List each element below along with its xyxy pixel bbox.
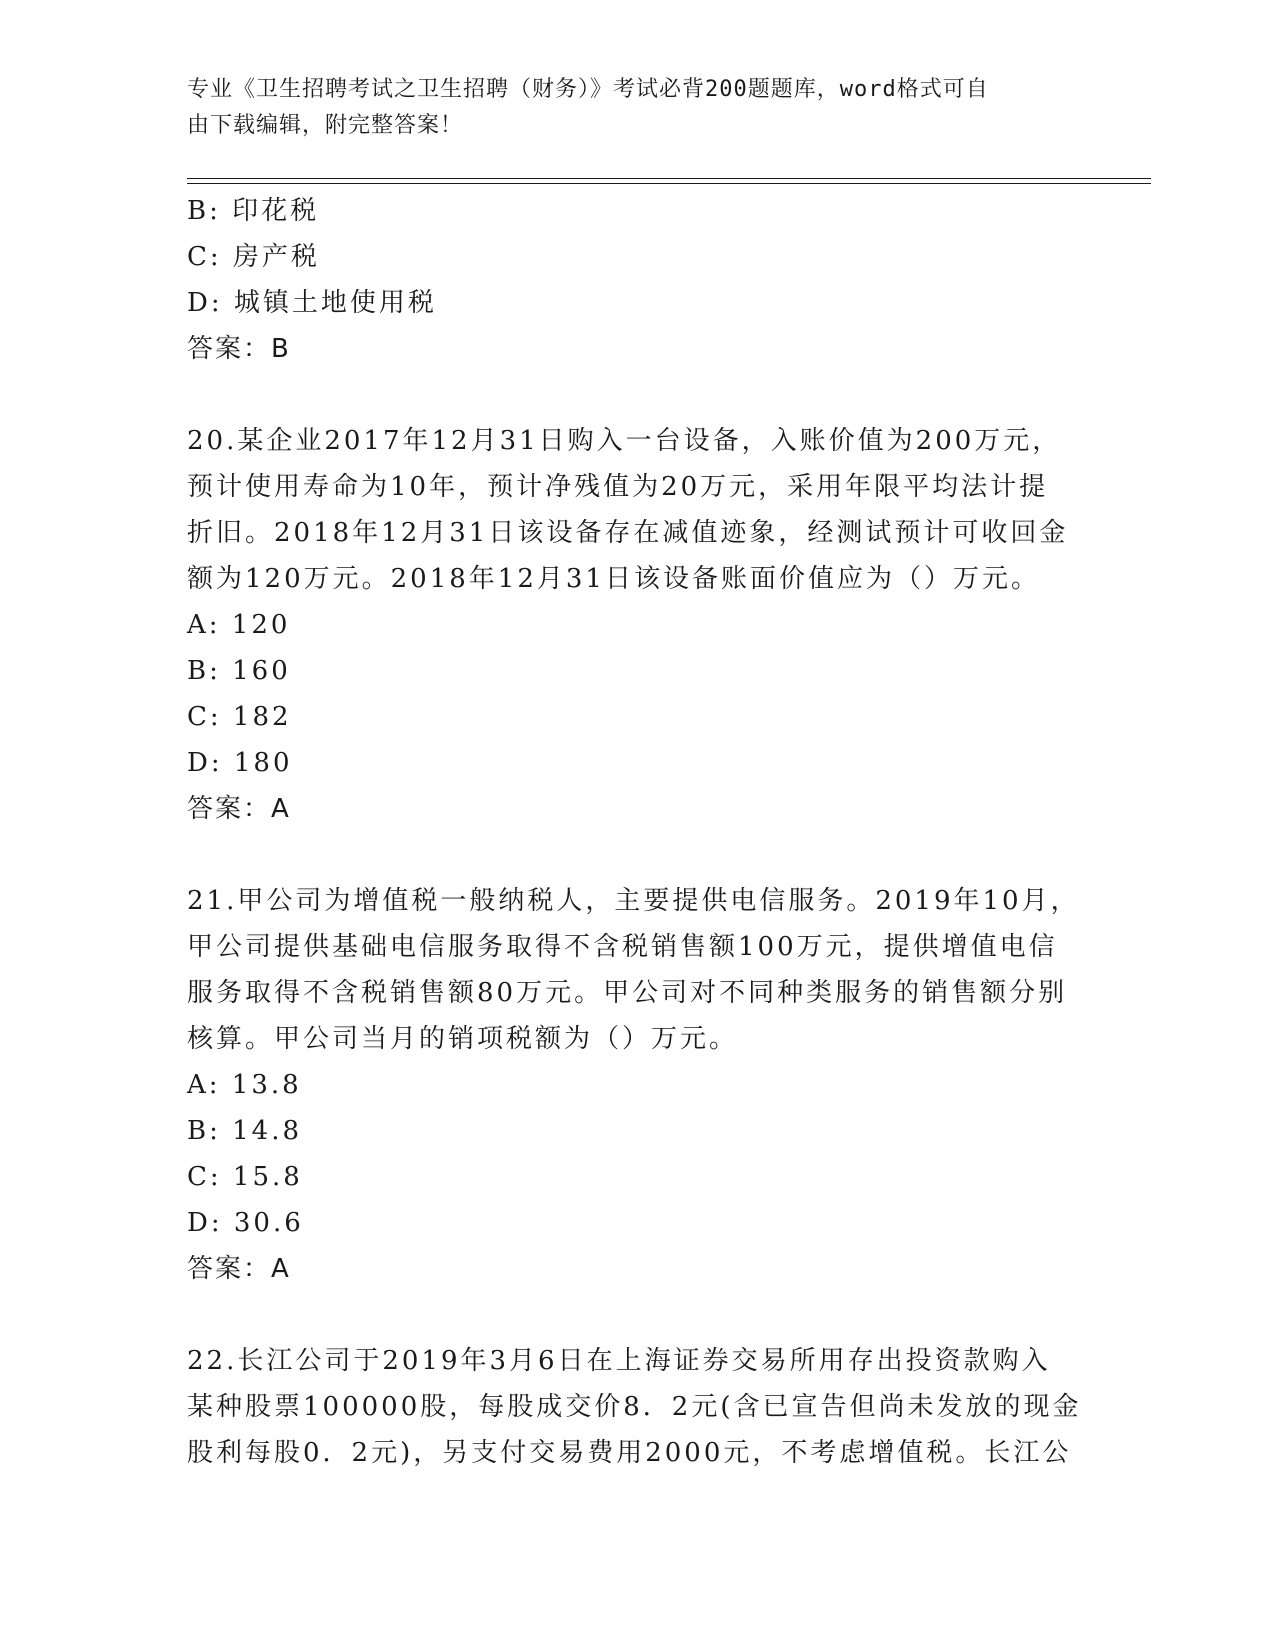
header-rule-bottom (187, 183, 1151, 184)
option-a: A: 13.8 (187, 1070, 302, 1100)
answer-line: 答案：B (187, 334, 291, 364)
question-stem-line: 预计使用寿命为10年，预计净残值为20万元，采用年限平均法计提 (187, 472, 1049, 502)
question-19-tail (187, 188, 1087, 372)
question-stem-line: 20.某企业2017年12月31日购入一台设备，入账价值为200万元， (187, 426, 1062, 456)
spacer (187, 1292, 1087, 1338)
option-a: A: 120 (187, 610, 291, 640)
question-stem-line: 22.长江公司于2019年3月6日在上海证券交易所用存出投资款购入 (187, 1346, 1051, 1376)
question-stem-line: 21.甲公司为增值税一般纳税人，主要提供电信服务。2019年10月， (187, 886, 1080, 916)
option-d: D: 城镇土地使用税 (187, 288, 437, 318)
question-stem-line: 折旧。2018年12月31日该设备存在减值迹象，经测试预计可收回金 (187, 518, 1069, 548)
header-rule-top (187, 178, 1151, 179)
document-body (187, 188, 1087, 1476)
document-header (187, 72, 1067, 144)
question-stem-line: 核算。甲公司当月的销项税额为（）万元。 (187, 1024, 739, 1054)
header-line-2: 由下载编辑，附完整答案！ (187, 113, 464, 138)
question-stem-line: 某种股票100000股，每股成交价8．2元(含已宣告但尚未发放的现金 (187, 1392, 1082, 1422)
option-d: D: 30.6 (187, 1208, 304, 1238)
option-d: D: 180 (187, 748, 293, 778)
spacer (187, 372, 1087, 418)
question-20 (187, 418, 1087, 832)
option-b: B: 14.8 (187, 1116, 303, 1146)
option-b: B: 160 (187, 656, 291, 686)
question-21 (187, 878, 1087, 1292)
question-stem-line: 甲公司提供基础电信服务取得不含税销售额100万元，提供增值电信 (187, 932, 1058, 962)
option-c: C: 房产税 (187, 242, 320, 272)
answer-line: 答案：A (187, 1254, 291, 1284)
question-stem-line: 服务取得不含税销售额80万元。甲公司对不同种类服务的销售额分别 (187, 978, 1068, 1008)
option-c: C: 182 (187, 702, 292, 732)
answer-line: 答案：A (187, 794, 291, 824)
question-22 (187, 1338, 1087, 1476)
option-c: C: 15.8 (187, 1162, 303, 1192)
header-line-1: 专业《卫生招聘考试之卫生招聘（财务）》考试必背200题题库，word格式可自 (187, 77, 989, 102)
option-b: B: 印花税 (187, 196, 320, 226)
question-stem-line: 股利每股0．2元)，另支付交易费用2000元，不考虑增值税。长江公 (187, 1438, 1072, 1468)
question-stem-line: 额为120万元。2018年12月31日该设备账面价值应为（）万元。 (187, 564, 1040, 594)
spacer (187, 832, 1087, 878)
